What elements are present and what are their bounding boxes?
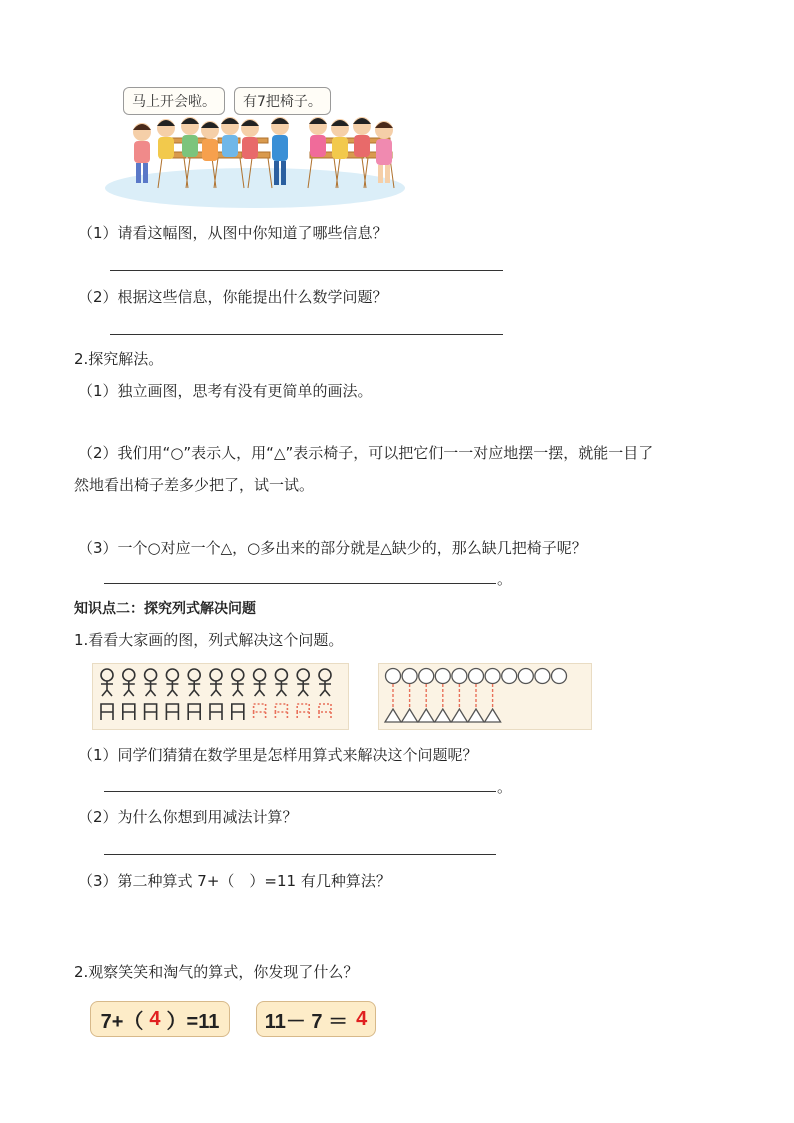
question-k2-2: （2）为什么你想到用减法计算？ (78, 808, 298, 826)
triangle-chair-mark (385, 709, 401, 722)
answer-line-1-1[interactable] (110, 270, 503, 271)
chair-icon (232, 704, 244, 720)
person-icon (188, 669, 200, 696)
chair-icon (166, 704, 178, 720)
equation-box-subtraction (256, 1001, 376, 1037)
circle-person-mark (518, 669, 533, 684)
person-body (319, 681, 331, 696)
person-body (188, 681, 200, 696)
knowledge-point-heading: 知识点二：探究列式解决问题 (74, 601, 256, 617)
person-head (319, 669, 331, 681)
person-body (210, 681, 222, 696)
question-k2-1: （1）同学们猜猜在数学里是怎样用算式来解决这个问题呢？ (78, 746, 478, 764)
person-head (101, 669, 113, 681)
person-head (275, 669, 287, 681)
question-2-1: （1）独立画图，思考有没有更简单的画法。 (78, 382, 373, 400)
person-icon (123, 669, 135, 696)
period-mark-2: 。 (497, 778, 513, 796)
section-2-title: 2.探究解法。 (74, 350, 164, 368)
triangle-chair-mark (451, 709, 467, 722)
circle-person-mark (402, 669, 417, 684)
missing-chair-icon (254, 704, 266, 720)
circles-triangles-figure (378, 663, 592, 730)
person-icon (297, 669, 309, 696)
person-body (275, 681, 287, 696)
triangle-chair-mark (435, 709, 451, 722)
question-2-2-line1: （2）我们用“○”表示人，用“△”表示椅子，可以把它们一一对应地摆一摆，就能一目了 (78, 444, 654, 462)
person-body (123, 681, 135, 696)
answer-line-2-3[interactable] (104, 583, 496, 584)
triangle-chair-mark (402, 709, 418, 722)
person-head (254, 669, 266, 681)
person-icon (319, 669, 331, 696)
chair-icon (123, 704, 135, 720)
eq2-part-a: 11－ 7 ＝ (264, 1010, 349, 1033)
item-2: 2.观察笑笑和淘气的算式，你发现了什么？ (74, 963, 359, 981)
person-head (232, 669, 244, 681)
chair-icon (101, 704, 113, 720)
chair-icon (210, 704, 222, 720)
missing-chair-icon (275, 704, 287, 720)
person-icon (210, 669, 222, 696)
person-body (297, 681, 309, 696)
person-body (145, 681, 157, 696)
person-body (166, 681, 178, 696)
chair-icon (188, 704, 200, 720)
triangle-chair-mark (418, 709, 434, 722)
people-chairs-figure (92, 663, 349, 730)
eq2-answer: 4 (356, 1007, 368, 1030)
answer-line-k2-2[interactable] (104, 854, 496, 855)
item-1: 1.看看大家画的图，列式解决这个问题。 (74, 631, 344, 649)
question-2-3: （3）一个○对应一个△，○多出来的部分就是△缺少的，那么缺几把椅子呢？ (78, 539, 587, 557)
missing-chair-icon (297, 704, 309, 720)
eq1-part-a: 7+（ (100, 1010, 144, 1033)
circle-person-mark (452, 669, 467, 684)
person-head (188, 669, 200, 681)
person-head (166, 669, 178, 681)
speech-bubble-right: 有7把椅子。 (234, 87, 331, 115)
triangle-chair-mark (468, 709, 484, 722)
circle-person-mark (435, 669, 450, 684)
question-k2-3: （3）第二种算式 7+（ ）=11 有几种算法？ (78, 872, 391, 890)
circle-person-mark (386, 669, 401, 684)
person-icon (166, 669, 178, 696)
circle-person-mark (419, 669, 434, 684)
question-1-1: （1）请看这幅图，从图中你知道了哪些信息？ (78, 224, 388, 242)
circle-person-mark (502, 669, 517, 684)
person-body (254, 681, 266, 696)
person-icon (101, 669, 113, 696)
person-head (145, 669, 157, 681)
triangle-chair-mark (485, 709, 501, 722)
period-mark: 。 (497, 570, 513, 588)
people-chairs-svg (93, 664, 348, 729)
question-1-2: （2）根据这些信息，你能提出什么数学问题？ (78, 288, 388, 306)
person-head (297, 669, 309, 681)
person-head (123, 669, 135, 681)
person-body (232, 681, 244, 696)
person-icon (275, 669, 287, 696)
answer-line-1-2[interactable] (110, 334, 503, 335)
circle-person-mark (535, 669, 550, 684)
eq1-part-b: ）=11 (166, 1010, 220, 1033)
missing-chair-icon (319, 704, 331, 720)
speech-bubble-left: 马上开会啦。 (123, 87, 225, 115)
circle-person-mark (485, 669, 500, 684)
circle-person-mark (552, 669, 567, 684)
equation-box-addition (90, 1001, 230, 1037)
person-icon (232, 669, 244, 696)
chair-icon (145, 704, 157, 720)
person-head (210, 669, 222, 681)
question-2-2-line2: 然地看出椅子差多少把了，试一试。 (74, 476, 315, 494)
person-body (101, 681, 113, 696)
answer-line-k2-1[interactable] (104, 791, 496, 792)
circles-triangles-svg (379, 664, 591, 729)
circle-person-mark (469, 669, 484, 684)
person-icon (254, 669, 266, 696)
person-icon (145, 669, 157, 696)
eq1-answer: 4 (149, 1007, 161, 1030)
